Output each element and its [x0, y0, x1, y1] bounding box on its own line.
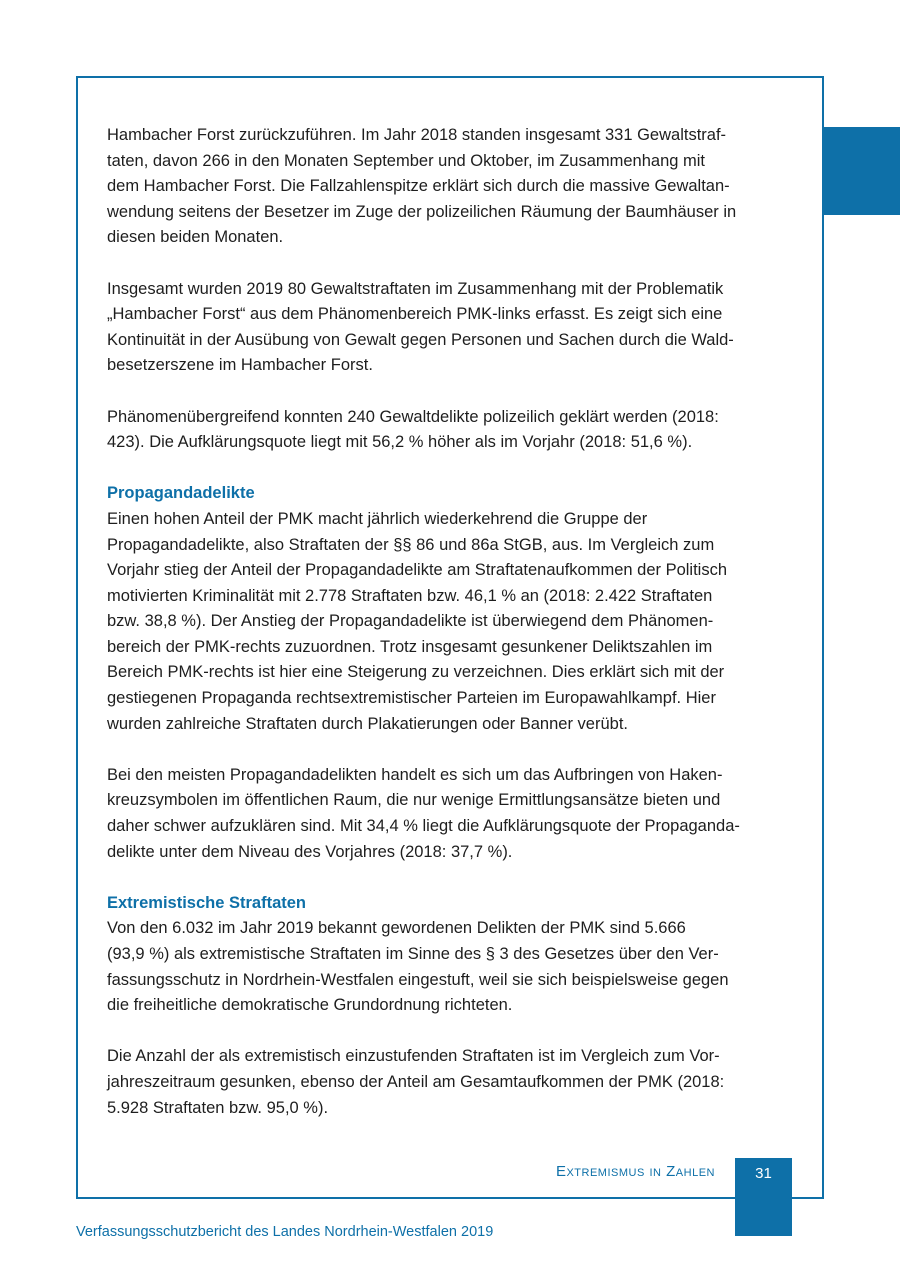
paragraph-gewaltdelikte-geklaert	[107, 405, 795, 456]
text-line: Vorjahr stieg der Anteil der Propagandadelikte am Straftatenaufkommen der Politisch	[107, 561, 728, 580]
page-number: 31	[755, 1165, 772, 1182]
text-line: Propagandadelikte, also Straftaten der §§ 86 und 86a StGB, aus. Im Vergleich zum	[107, 535, 715, 554]
text-line: dem Hambacher Forst. Die Fallzahlenspitze erklärt sich durch die massive Gewaltan-	[107, 177, 730, 196]
text-line: bereich der PMK-rechts zuzuordnen. Trotz insgesamt gesunkener Deliktszahlen im	[107, 637, 713, 656]
text-line: bzw. 38,8 %). Der Anstieg der Propagandadelikte ist überwiegend dem Phänomen-	[107, 612, 714, 631]
text-line: Bereich PMK-rechts ist hier eine Steigerung zu verzeichnen. Dies erklärt sich mit der	[107, 663, 725, 682]
text-line: diesen beiden Monaten.	[107, 228, 284, 247]
chapter-tab-marker	[824, 127, 900, 215]
text-line: 423). Die Aufklärungsquote liegt mit 56,2 % höher als im Vorjahr (2018: 51,6 %).	[107, 433, 693, 452]
paragraph-hambacher-forst-2019	[107, 277, 795, 379]
text-line: taten, davon 266 in den Monaten September und Oktober, im Zusammenhang mit	[107, 151, 706, 170]
section-heading-extremistische-straftaten: Extremistische Straftaten	[107, 893, 306, 912]
report-title-footer: Verfassungsschutzbericht des Landes Nordrhein-Westfalen 2019	[76, 1224, 494, 1240]
running-section-title: Extremismus in Zahlen	[555, 1163, 715, 1180]
text-line: die freiheitliche demokratische Grundordnung richteten.	[107, 996, 513, 1015]
section-heading-propagandadelikte: Propagandadelikte	[107, 484, 255, 503]
text-line: Einen hohen Anteil der PMK macht jährlich wiederkehrend die Gruppe der	[107, 509, 648, 528]
text-line: fassungsschutz in Nordrhein-Westfalen eingestuft, weil sie sich beispielsweise gegen	[107, 970, 729, 989]
text-line: besetzerszene im Hambacher Forst.	[107, 356, 373, 375]
page-number-box	[735, 1158, 792, 1236]
text-line: wurden zahlreiche Straftaten durch Plakatierungen oder Banner verübt.	[107, 714, 628, 733]
text-line: Phänomenübergreifend konnten 240 Gewaltdelikte polizeilich geklärt werden (2018:	[107, 407, 719, 426]
text-line: Die Anzahl der als extremistisch einzustufenden Straftaten ist im Vergleich zum Vor-	[107, 1047, 720, 1066]
text-line: Von den 6.032 im Jahr 2019 bekannt gewordenen Delikten der PMK sind 5.666	[107, 919, 686, 938]
text-line: kreuzsymbolen im öffentlichen Raum, die nur wenige Ermittlungsansätze bieten und	[107, 791, 721, 810]
text-line: gestiegenen Propaganda rechtsextremistischer Parteien im Europawahlkampf. Hier	[107, 689, 716, 708]
paragraph-extremistische-delikte	[107, 916, 795, 1018]
paragraph-propagandadelikte-anteil	[107, 507, 795, 737]
text-line: „Hambacher Forst“ aus dem Phänomenbereich PMK-links erfasst. Es zeigt sich eine	[107, 305, 723, 324]
text-line: motivierten Kriminalität mit 2.778 Straftaten bzw. 46,1 % an (2018: 2.422 Straftaten	[107, 586, 713, 605]
paragraph-extremistische-anzahl	[107, 1044, 795, 1121]
page-content	[107, 123, 795, 1121]
text-line: 5.928 Straftaten bzw. 95,0 %).	[107, 1098, 329, 1117]
text-line: Hambacher Forst zurückzuführen. Im Jahr 2018 standen insgesamt 331 Gewaltstraf-	[107, 126, 727, 144]
paragraph-hambacher-forst-2018	[107, 123, 795, 251]
text-line: wendung seitens der Besetzer im Zuge der polizeilichen Räumung der Baumhäuser in	[107, 202, 737, 221]
text-line: delikte unter dem Niveau des Vorjahres (2018: 37,7 %).	[107, 842, 513, 861]
text-line: (93,9 %) als extremistische Straftaten im Sinne des § 3 des Gesetzes über den Ver-	[107, 945, 719, 963]
text-line: daher schwer aufzuklären sind. Mit 34,4 % liegt die Aufklärungsquote der Propaganda-	[107, 817, 740, 836]
text-line: Bei den meisten Propagandadelikten handelt es sich um das Aufbringen von Haken-	[107, 765, 723, 784]
text-line: Insgesamt wurden 2019 80 Gewaltstraftaten im Zusammenhang mit der Problematik	[107, 279, 724, 298]
text-line: Kontinuität in der Ausübung von Gewalt gegen Personen und Sachen durch die Wald-	[107, 330, 734, 349]
paragraph-propagandadelikte-aufklaerung	[107, 763, 795, 865]
text-line: jahreszeitraum gesunken, ebenso der Anteil am Gesamtaufkommen der PMK (2018:	[107, 1072, 725, 1091]
